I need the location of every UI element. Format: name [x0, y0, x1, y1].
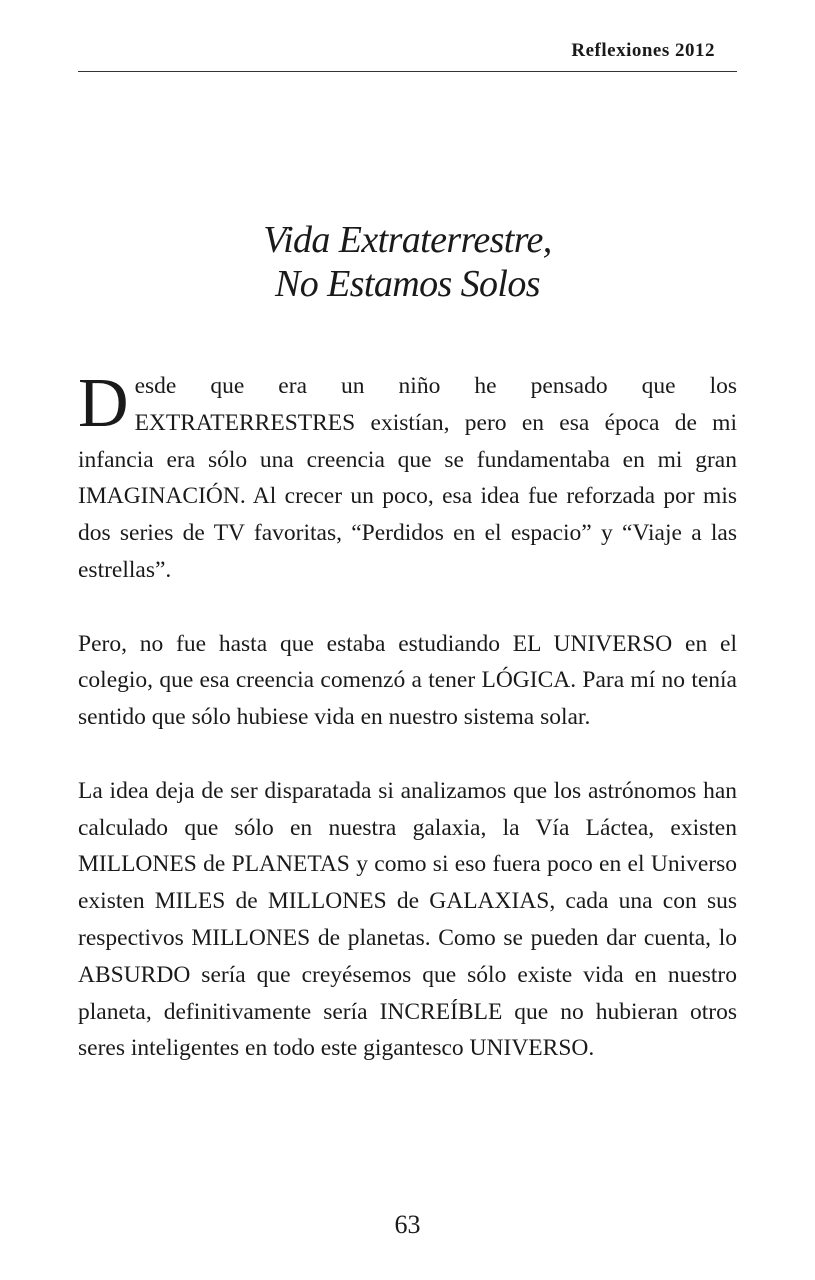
chapter-title	[78, 218, 737, 306]
chapter-title-line-2: No Estamos Solos	[275, 263, 540, 305]
paragraph-1-text: esde que era un niño he pensado que los EXTRATERRESTRES existían, pero en esa época de mi infancia era sólo una creencia que se fundamentaba en mi gran IMAGINACIÓN. Al crecer un poco, esa idea fue reforzada por mis dos series de TV favoritas, “Perdidos en el espacio” y “Viaje a las estrellas”.	[78, 373, 737, 583]
body-text	[78, 365, 737, 1067]
header-rule	[78, 71, 737, 72]
paragraph-2: Pero, no fue hasta que estaba estudiando EL UNIVERSO en el colegio, que esa creencia comenzó a tener LÓGICA. Para mí no tenía sentido que sólo hubiese vida en nuestro sistema solar.	[78, 630, 737, 731]
paragraph-3: La idea deja de ser disparatada si analizamos que los astrónomos han calculado que sólo en nuestra galaxia, la Vía Láctea, existen MILLONES de PLANETAS y como si eso fuera poco en el Universo existen MILES de MILLONES de GALAXIAS, cada una con sus respectivos MILLONES de planetas. Como se pueden dar cuenta, lo ABSURDO sería que creyésemos que sólo existe vida en nuestro planeta, definitivamente sería INCREÍBLE que no hubieran otros seres inteligentes en todo este gigantesco UNIVERSO.	[78, 777, 737, 1062]
running-header: Reflexiones 2012	[571, 40, 715, 61]
drop-cap: D	[78, 365, 129, 442]
page-number: 63	[394, 1210, 421, 1239]
paragraph-1	[78, 365, 737, 589]
chapter-title-line-1: Vida Extraterrestre,	[263, 219, 552, 261]
